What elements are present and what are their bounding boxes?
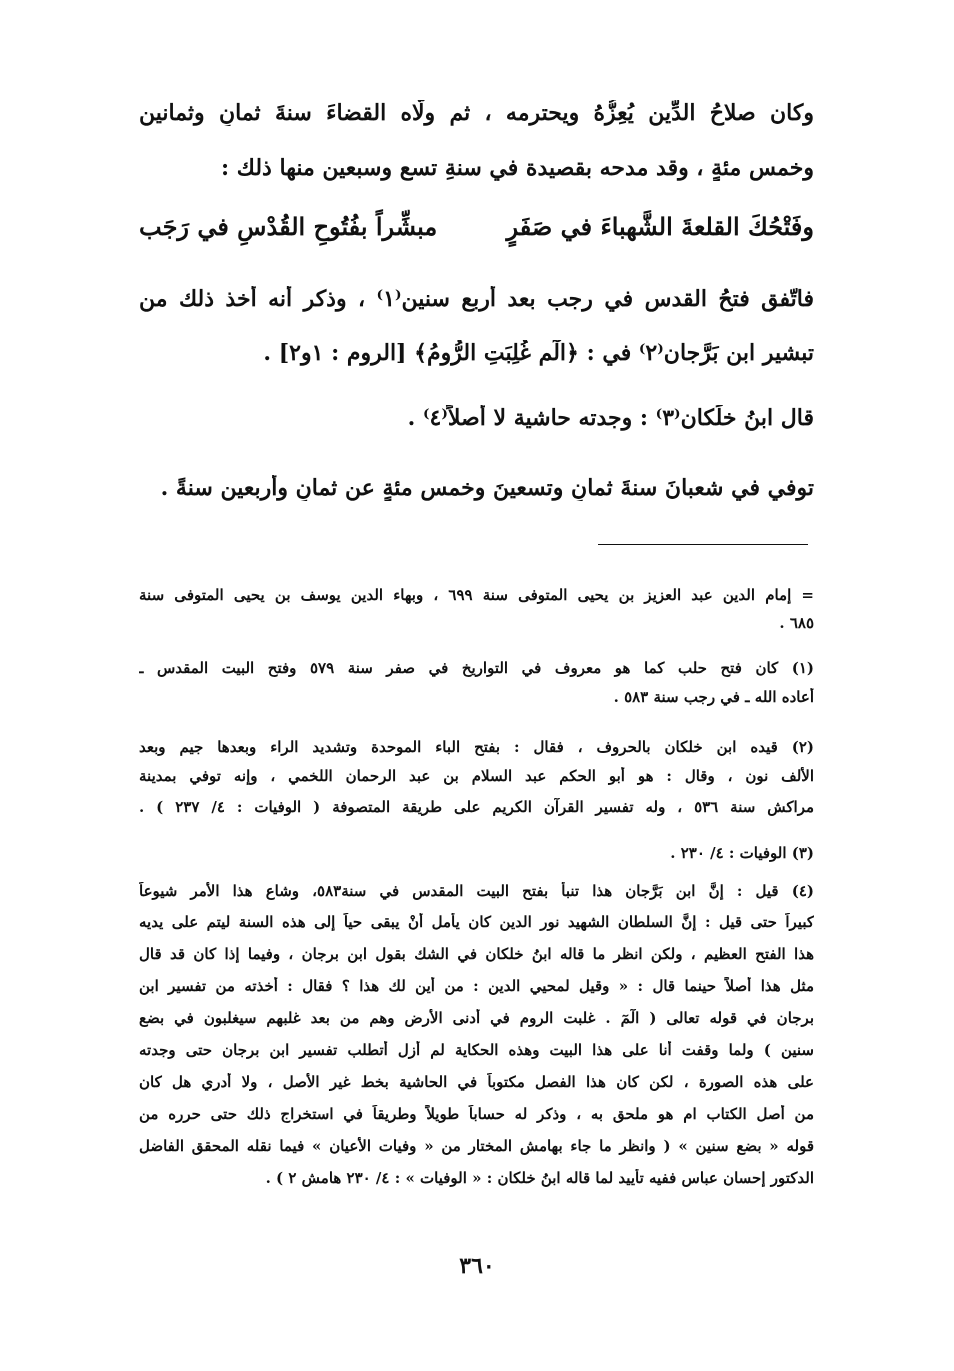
verse-first-hemistich: وفَتْحُكَ القلعةَ الشَّهباءَ في صَفَرٍ — [506, 212, 814, 241]
page-number: ٣٦٠ — [459, 1253, 495, 1279]
footnote-4-line-2: كبيراً حتى قيل : إنَّ السلطان الشهيد نور الدين كان يأمل أنْ يبقى حياً إلى هذه السنة ليتم على يديه — [139, 913, 814, 931]
footnote-4-line-7: على هذه الصورة ، لكن كان هذا الفصل مكتوباً في الحاشية بخط غير الأصل ، ولا أدري هل كان — [139, 1073, 814, 1091]
body-paragraph-3: قال ابنُ خلِّكان⁽٣⁾ : وجدته حاشية لا أصلاً⁽٤⁾ . — [407, 405, 814, 431]
footnote-2-line-3: مراكش سنة ٥٣٦ ، وله تفسير القرآن الكريم على طريقة المتصوفة ( الوفيات : ٤/ ٢٣٧ ) . — [139, 798, 814, 816]
poem-verse — [139, 212, 814, 252]
body-paragraph-4: توفي في شعبانَ سنةَ ثمانٍ وتسعينَ وخمس مئةٍ عن ثمانٍ وأربعين سنةً . — [160, 475, 814, 501]
footnote-2-line-1: (٢) قيده ابن خلكان بالحروف ، فقال : بفتح الباء الموحدة وتشديد الراء وبعدها جيم وبعد — [139, 738, 814, 756]
footnote-1-line-2: أعاده الله ـ في رجب سنة ٥٨٣ . — [613, 688, 814, 706]
footnote-4-line-3: هذا الفتح العظيم ، ولكن انظر ما قاله ابنُ خلكان في الشك بقول ابن برجان ، وفيما إذا كان قد قال — [139, 945, 814, 963]
footnote-continuation-line-2: ٦٨٥ . — [779, 614, 814, 632]
footnote-3-line-1: (٣) الوفيات : ٤/ ٢٣٠ . — [670, 844, 814, 862]
body-paragraph-1-line-2: وخمس مئةٍ ، وقد مدحه بقصيدة في سنةِ تسعٍ وسبعين منها ذلك : — [221, 155, 814, 181]
verse-second-hemistich: مبشِّراً بفُتُوحِ القُدْسِ في رَجَب — [139, 212, 438, 241]
footnote-4-line-1: (٤) قيل : إنَّ ابن بَرَّجان هذا تنبأ بفتح البيت المقدس في سنة٥٨٣، وشاع هذا الأمر شيوعاً — [139, 882, 814, 900]
footnote-4-line-10: الدكتور إحسان عباس ففيه تأييد لما قاله ابنُ خلكان : « الوفيات » : ٤/ ٢٣٠ هامش ٢ ) . — [265, 1169, 814, 1187]
body-paragraph-2-line-2: تبشير ابن بَرَّجان⁽٢⁾ في : ﴿الٓم غُلِبَتِ الرُّومُ﴾ [الروم : ١و٢] . — [263, 340, 814, 366]
footnote-4-line-8: من أصل الكتاب ام هو ملحق به ، وذكر له حساباً طويلاً وطريقاً في استخراج ذلك حتى حرره من — [139, 1105, 814, 1123]
footnote-4-line-9: قوله « بضع سنين » ( وانظر ما جاء بهامش المختار من « وفيات الأعيان » فيما نقله المحقق الفاضل — [139, 1137, 814, 1155]
footnote-2-line-2: الألف نون ، وقال : هو أبو الحكم عبد السلام بن عبد الرحمان اللخمي ، وإنه توفي بمدينة — [139, 767, 814, 785]
footnote-continuation-line-1: = إمام الدين عبد العزيز بن يحيى المتوفى سنة ٦٩٩ ، وبهاء الدين يوسف بن يحيى المتوفى سنة — [139, 586, 814, 604]
body-paragraph-2-line-1: فاتّفق فتحُ القدس في رجب بعد أربع سنين⁽١⁾ ، وذكر أنه أخذ ذلك من — [139, 286, 814, 312]
footnote-4-line-4: مثل هذا أصلاً حينما قال : « وقيل لمحيي الدين : من أين لك هذا ؟ فقال : أخذته من تفسير ابن — [139, 977, 814, 995]
body-paragraph-1-line-1: وكان صلاحُ الدِّين يُعِزُّهُ ويحترمه ، ثم ولّاه القضاءَ سنةَ ثمانٍ وثمانين — [139, 100, 814, 126]
footnote-1-line-1: (١) كان فتح حلب كما هو معروف في التواريخ في صفر سنة ٥٧٩ وفتح البيت المقدس ـ — [139, 659, 814, 677]
footnote-separator — [598, 544, 808, 545]
footnote-4-line-5: برجان في قوله تعالى ( الٓمٓ . غلبت الروم في أدنى الأرض وهم من بعد غلبهم سيغلبون في بضع — [139, 1009, 814, 1027]
footnote-4-line-6: سنين ) ولما وقفت أنا على هذا البيت وهذه الحكاية لم أزل أتطلب تفسير ابن برجان حتى وجدته — [139, 1041, 814, 1059]
